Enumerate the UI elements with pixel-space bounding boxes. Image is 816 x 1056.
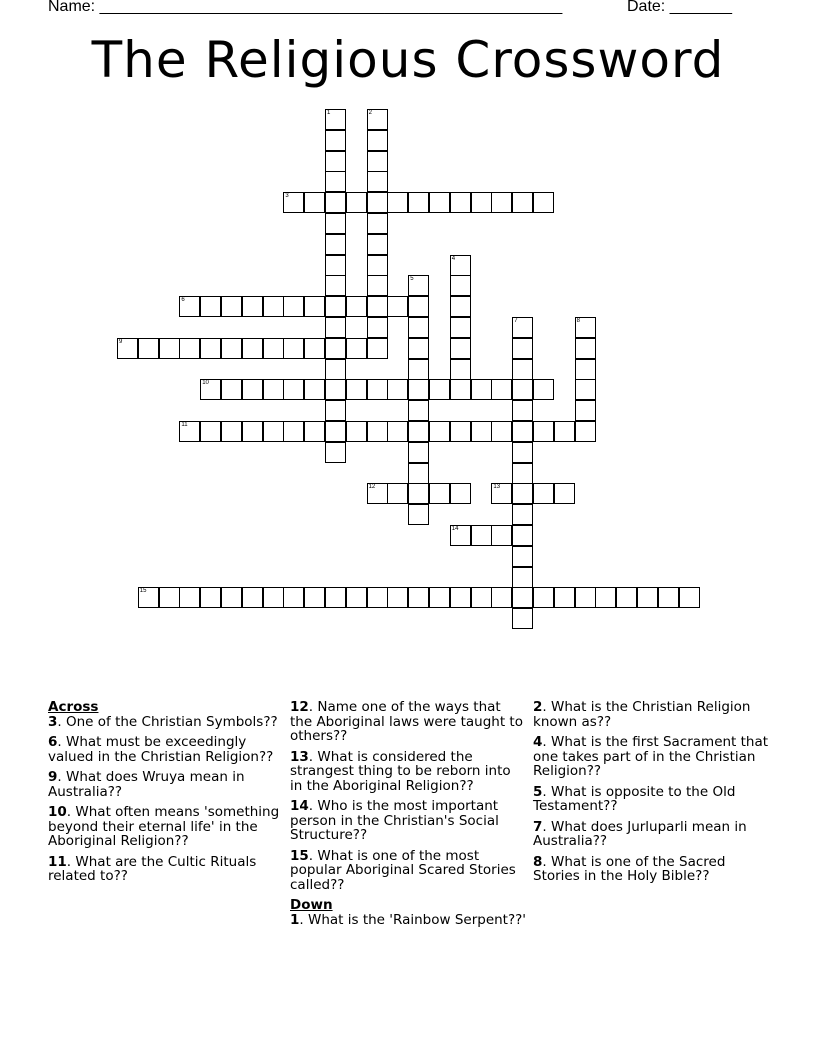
grid-cell[interactable]	[512, 504, 533, 525]
clue-number: 6	[181, 297, 185, 304]
grid-cell[interactable]	[658, 587, 679, 608]
grid-cell[interactable]	[325, 109, 346, 130]
grid-cell[interactable]	[325, 421, 346, 442]
clue-text: What does Jurluparli mean in Australia??	[533, 818, 747, 849]
grid-cell[interactable]	[595, 587, 616, 608]
clue-number: 13	[290, 748, 309, 765]
grid-cell[interactable]	[346, 296, 367, 317]
across-heading: Across	[48, 699, 99, 715]
grid-cell[interactable]	[367, 109, 388, 130]
grid-cell[interactable]	[367, 151, 388, 172]
grid-cell[interactable]	[575, 587, 596, 608]
grid-cell[interactable]	[387, 421, 408, 442]
grid-cell[interactable]	[179, 338, 200, 359]
grid-cell[interactable]	[575, 379, 596, 400]
grid-cell[interactable]	[450, 317, 471, 338]
clue-number: 12	[368, 484, 376, 491]
grid-cell[interactable]	[491, 379, 512, 400]
grid-cell[interactable]	[408, 421, 429, 442]
grid-cell[interactable]	[408, 587, 429, 608]
grid-cell[interactable]	[346, 421, 367, 442]
grid-cell[interactable]	[242, 587, 263, 608]
clue-number: 15	[290, 847, 309, 864]
grid-cell[interactable]	[221, 379, 242, 400]
clue-number: 13	[493, 484, 501, 491]
grid-cell[interactable]	[512, 608, 533, 629]
clue-number: 3	[48, 713, 58, 730]
grid-cell[interactable]	[450, 359, 471, 380]
clue-number: 10	[202, 380, 209, 387]
grid-cell[interactable]	[179, 296, 200, 317]
grid-cell[interactable]	[325, 192, 346, 213]
grid-cell[interactable]	[367, 192, 388, 213]
grid-cell[interactable]	[242, 421, 263, 442]
grid-cell[interactable]	[325, 442, 346, 463]
grid-cell[interactable]	[450, 421, 471, 442]
clue-number: 11	[181, 422, 188, 428]
grid-cell[interactable]	[471, 379, 492, 400]
grid-cell[interactable]	[450, 379, 471, 400]
clue-text: What is one of the most popular Aboriginal Scared Stories called??	[290, 847, 516, 893]
grid-cell[interactable]	[637, 587, 658, 608]
grid-cell[interactable]	[263, 379, 284, 400]
clue-number: 14	[451, 526, 459, 532]
clue-item: 3. One of the Christian Symbols??	[48, 713, 278, 730]
grid-cell[interactable]	[200, 379, 221, 400]
grid-cell[interactable]	[512, 587, 533, 608]
down-heading: Down	[290, 897, 333, 913]
grid-cell[interactable]	[450, 483, 471, 504]
grid-cell[interactable]	[304, 587, 325, 608]
grid-cell[interactable]	[450, 275, 471, 296]
grid-cell[interactable]	[679, 587, 700, 608]
clue-item: 12. Name one of the ways that the Aboriginal laws were taught to others??	[290, 699, 523, 744]
grid-cell[interactable]	[325, 275, 346, 296]
grid-cell[interactable]	[367, 421, 388, 442]
grid-cell[interactable]	[367, 296, 388, 317]
grid-cell[interactable]	[387, 483, 408, 504]
grid-cell[interactable]	[367, 255, 388, 276]
grid-cell[interactable]	[325, 317, 346, 338]
grid-cell[interactable]	[304, 192, 325, 213]
grid-cell[interactable]	[512, 483, 533, 504]
clue-number: 4	[451, 255, 456, 262]
grid-cell[interactable]	[575, 359, 596, 380]
grid-cell[interactable]	[387, 192, 408, 213]
clue-number: 8	[533, 853, 543, 870]
grid-cell[interactable]	[242, 338, 263, 359]
grid-cell[interactable]	[429, 587, 450, 608]
clue-text: What is one of the Sacred Stories in the Holy Bible??	[533, 853, 726, 884]
clue-item: 11. What are the Cultic Rituals related to??	[48, 853, 257, 884]
grid-cell[interactable]	[471, 587, 492, 608]
grid-cell[interactable]	[367, 234, 388, 255]
grid-cell[interactable]	[512, 192, 533, 213]
grid-cell[interactable]	[387, 296, 408, 317]
clue-number: 5	[410, 276, 414, 283]
clue-text: What is the first Sacrament that one takes part of in the Christian Religion??	[533, 734, 769, 779]
clue-number: 12	[290, 699, 309, 715]
clue-text: Who is the most important person in the Christian's Social Structure??	[290, 798, 499, 843]
grid-cell[interactable]	[367, 379, 388, 400]
clue-number: 3	[285, 193, 289, 200]
grid-cell[interactable]	[242, 379, 263, 400]
clue-number: 2	[368, 110, 372, 116]
clue-item: 9. What does Wruya mean in Australia??	[48, 769, 245, 800]
grid-cell[interactable]	[242, 296, 263, 317]
grid-cell[interactable]	[429, 421, 450, 442]
grid-cell[interactable]	[200, 296, 221, 317]
grid-cell[interactable]	[533, 421, 554, 442]
grid-cell[interactable]	[408, 275, 429, 296]
grid-cell[interactable]	[512, 317, 533, 338]
grid-cell[interactable]	[471, 421, 492, 442]
grid-cell[interactable]	[325, 151, 346, 172]
grid-cell[interactable]	[200, 421, 221, 442]
clue-number: 5	[533, 783, 543, 800]
grid-cell[interactable]	[346, 587, 367, 608]
grid-cell[interactable]	[533, 483, 554, 504]
name-field-label: Name: ____________________________________________________	[48, 0, 563, 15]
grid-cell[interactable]	[554, 587, 575, 608]
grid-cell[interactable]	[512, 442, 533, 463]
grid-cell[interactable]	[491, 483, 512, 504]
clue-number: 10	[48, 804, 67, 820]
grid-cell[interactable]	[575, 317, 596, 338]
grid-cell[interactable]	[304, 421, 325, 442]
clue-text: What are the Cultic Rituals related to??	[48, 853, 257, 884]
clue-text: What is opposite to the Old Testament??	[533, 783, 736, 814]
clue-item: 8. What is one of the Sacred Stories in the Holy Bible??	[533, 853, 726, 884]
clue-text: What does Wruya mean in Australia??	[48, 769, 245, 800]
grid-cell[interactable]	[491, 587, 512, 608]
clue-item: 4. What is the first Sacrament that one takes part of in the Christian Religion??	[533, 734, 769, 779]
grid-cell[interactable]	[429, 379, 450, 400]
date-field-label: Date: _______	[627, 0, 732, 15]
grid-cell[interactable]	[512, 338, 533, 359]
grid-cell[interactable]	[408, 296, 429, 317]
grid-cell[interactable]	[325, 213, 346, 234]
grid-cell[interactable]	[325, 255, 346, 276]
grid-cell[interactable]	[512, 525, 533, 546]
grid-cell[interactable]	[325, 338, 346, 359]
grid-cell[interactable]	[408, 483, 429, 504]
clue-number: 7	[533, 818, 543, 835]
grid-cell[interactable]	[575, 400, 596, 421]
grid-cell[interactable]	[304, 379, 325, 400]
clue-item: 6. What must be exceedingly valued in the Christian Religion??	[48, 734, 274, 765]
clue-text: What is considered the strangest thing to be reborn into in the Aboriginal Religion??	[290, 748, 511, 794]
grid-cell[interactable]	[616, 587, 637, 608]
grid-cell[interactable]	[387, 587, 408, 608]
clue-item: 2. What is the Christian Religion known as??	[533, 699, 751, 730]
clues-column-1	[48, 700, 284, 890]
grid-cell[interactable]	[450, 587, 471, 608]
clue-text: What must be exceedingly valued in the Christian Religion??	[48, 734, 274, 765]
clue-text: One of the Christian Symbols??	[66, 713, 278, 730]
grid-cell[interactable]	[325, 234, 346, 255]
grid-cell[interactable]	[512, 379, 533, 400]
grid-cell[interactable]	[491, 192, 512, 213]
grid-cell[interactable]	[450, 192, 471, 213]
grid-cell[interactable]	[263, 587, 284, 608]
clue-number: 4	[533, 734, 543, 750]
clue-number: 7	[514, 318, 518, 324]
grid-cell[interactable]	[325, 296, 346, 317]
grid-cell[interactable]	[575, 421, 596, 442]
clue-number: 1	[327, 110, 331, 116]
grid-cell[interactable]	[408, 192, 429, 213]
grid-cell[interactable]	[159, 587, 180, 608]
grid-cell[interactable]	[346, 379, 367, 400]
grid-cell[interactable]	[512, 567, 533, 588]
grid-cell[interactable]	[367, 338, 388, 359]
grid-cell[interactable]	[179, 587, 200, 608]
grid-cell[interactable]	[283, 296, 304, 317]
grid-cell[interactable]	[367, 483, 388, 504]
grid-cell[interactable]	[533, 379, 554, 400]
grid-cell[interactable]	[408, 504, 429, 525]
grid-cell[interactable]	[263, 338, 284, 359]
clue-item: 14. Who is the most important person in the Christian's Social Structure??	[290, 798, 499, 843]
grid-cell[interactable]	[367, 130, 388, 151]
grid-cell[interactable]	[491, 421, 512, 442]
grid-cell[interactable]	[138, 338, 159, 359]
clue-number: 11	[48, 853, 67, 870]
grid-cell[interactable]	[450, 296, 471, 317]
clue-item: 15. What is one of the most popular Aboriginal Scared Stories called??	[290, 847, 516, 893]
grid-cell[interactable]	[471, 525, 492, 546]
grid-cell[interactable]	[367, 317, 388, 338]
clue-number: 2	[533, 699, 543, 715]
grid-cell[interactable]	[367, 171, 388, 192]
grid-cell[interactable]	[304, 296, 325, 317]
grid-cell[interactable]	[200, 587, 221, 608]
grid-cell[interactable]	[533, 587, 554, 608]
clue-text: What is the 'Rainbow Serpent??'	[308, 911, 527, 928]
grid-cell[interactable]	[304, 338, 325, 359]
grid-cell[interactable]	[221, 296, 242, 317]
clue-item: 5. What is opposite to the Old Testament??	[533, 783, 736, 814]
grid-cell[interactable]	[283, 338, 304, 359]
clue-number: 9	[119, 338, 123, 345]
grid-cell[interactable]	[554, 483, 575, 504]
grid-cell[interactable]	[450, 255, 471, 276]
grid-cell[interactable]	[450, 525, 471, 546]
clues-column-2	[290, 700, 526, 933]
grid-cell[interactable]	[533, 192, 554, 213]
grid-cell[interactable]	[221, 587, 242, 608]
grid-cell[interactable]	[575, 338, 596, 359]
grid-cell[interactable]	[367, 587, 388, 608]
grid-cell[interactable]	[263, 296, 284, 317]
grid-cell[interactable]	[512, 546, 533, 567]
grid-cell[interactable]	[138, 587, 159, 608]
clue-item: 10. What often means 'something beyond their eternal life' in the Aboriginal Religion??	[48, 804, 280, 849]
clue-item: 13. What is considered the strangest thing to be reborn into in the Aboriginal Religion??	[290, 748, 511, 794]
grid-cell[interactable]	[117, 338, 138, 359]
grid-cell[interactable]	[408, 379, 429, 400]
clue-number: 1	[290, 911, 300, 928]
clue-number: 14	[290, 798, 309, 814]
grid-cell[interactable]	[325, 587, 346, 608]
grid-cell[interactable]	[408, 317, 429, 338]
grid-cell[interactable]	[367, 213, 388, 234]
clue-number: 15	[139, 588, 147, 595]
grid-cell[interactable]	[283, 421, 304, 442]
grid-cell[interactable]	[387, 379, 408, 400]
clues-column-3	[533, 700, 769, 890]
grid-cell[interactable]	[408, 338, 429, 359]
grid-cell[interactable]	[283, 379, 304, 400]
grid-cell[interactable]	[221, 421, 242, 442]
grid-cell[interactable]	[325, 379, 346, 400]
grid-cell[interactable]	[346, 338, 367, 359]
grid-cell[interactable]	[325, 130, 346, 151]
grid-cell[interactable]	[408, 359, 429, 380]
clue-item: 1. What is the 'Rainbow Serpent??'	[290, 911, 527, 928]
grid-cell[interactable]	[512, 359, 533, 380]
grid-cell[interactable]	[200, 338, 221, 359]
grid-cell[interactable]	[221, 338, 242, 359]
grid-cell[interactable]	[450, 338, 471, 359]
grid-cell[interactable]	[179, 421, 200, 442]
grid-cell[interactable]	[429, 192, 450, 213]
grid-cell[interactable]	[283, 192, 304, 213]
grid-cell[interactable]	[512, 463, 533, 484]
clue-number: 8	[576, 318, 580, 324]
grid-cell[interactable]	[325, 359, 346, 380]
grid-cell[interactable]	[408, 442, 429, 463]
clue-text: Name one of the ways that the Aboriginal laws were taught to others??	[290, 699, 523, 744]
grid-cell[interactable]	[471, 192, 492, 213]
grid-cell[interactable]	[512, 400, 533, 421]
grid-cell[interactable]	[263, 421, 284, 442]
grid-cell[interactable]	[512, 421, 533, 442]
grid-cell[interactable]	[408, 400, 429, 421]
page-title: The Religious Crossword	[91, 31, 725, 89]
grid-cell[interactable]	[283, 587, 304, 608]
grid-cell[interactable]	[554, 421, 575, 442]
grid-cell[interactable]	[325, 171, 346, 192]
grid-cell[interactable]	[367, 275, 388, 296]
clue-text: What is the Christian Religion known as??	[533, 699, 751, 730]
clue-number: 9	[48, 769, 58, 785]
grid-cell[interactable]	[408, 463, 429, 484]
grid-cell[interactable]	[346, 192, 367, 213]
grid-cell[interactable]	[491, 525, 512, 546]
clue-item: 7. What does Jurluparli mean in Australia??	[533, 818, 747, 849]
grid-cell[interactable]	[429, 483, 450, 504]
clue-number: 6	[48, 734, 58, 750]
clue-text: What often means 'something beyond their eternal life' in the Aboriginal Religion??	[48, 804, 280, 849]
grid-cell[interactable]	[325, 400, 346, 421]
grid-cell[interactable]	[159, 338, 180, 359]
